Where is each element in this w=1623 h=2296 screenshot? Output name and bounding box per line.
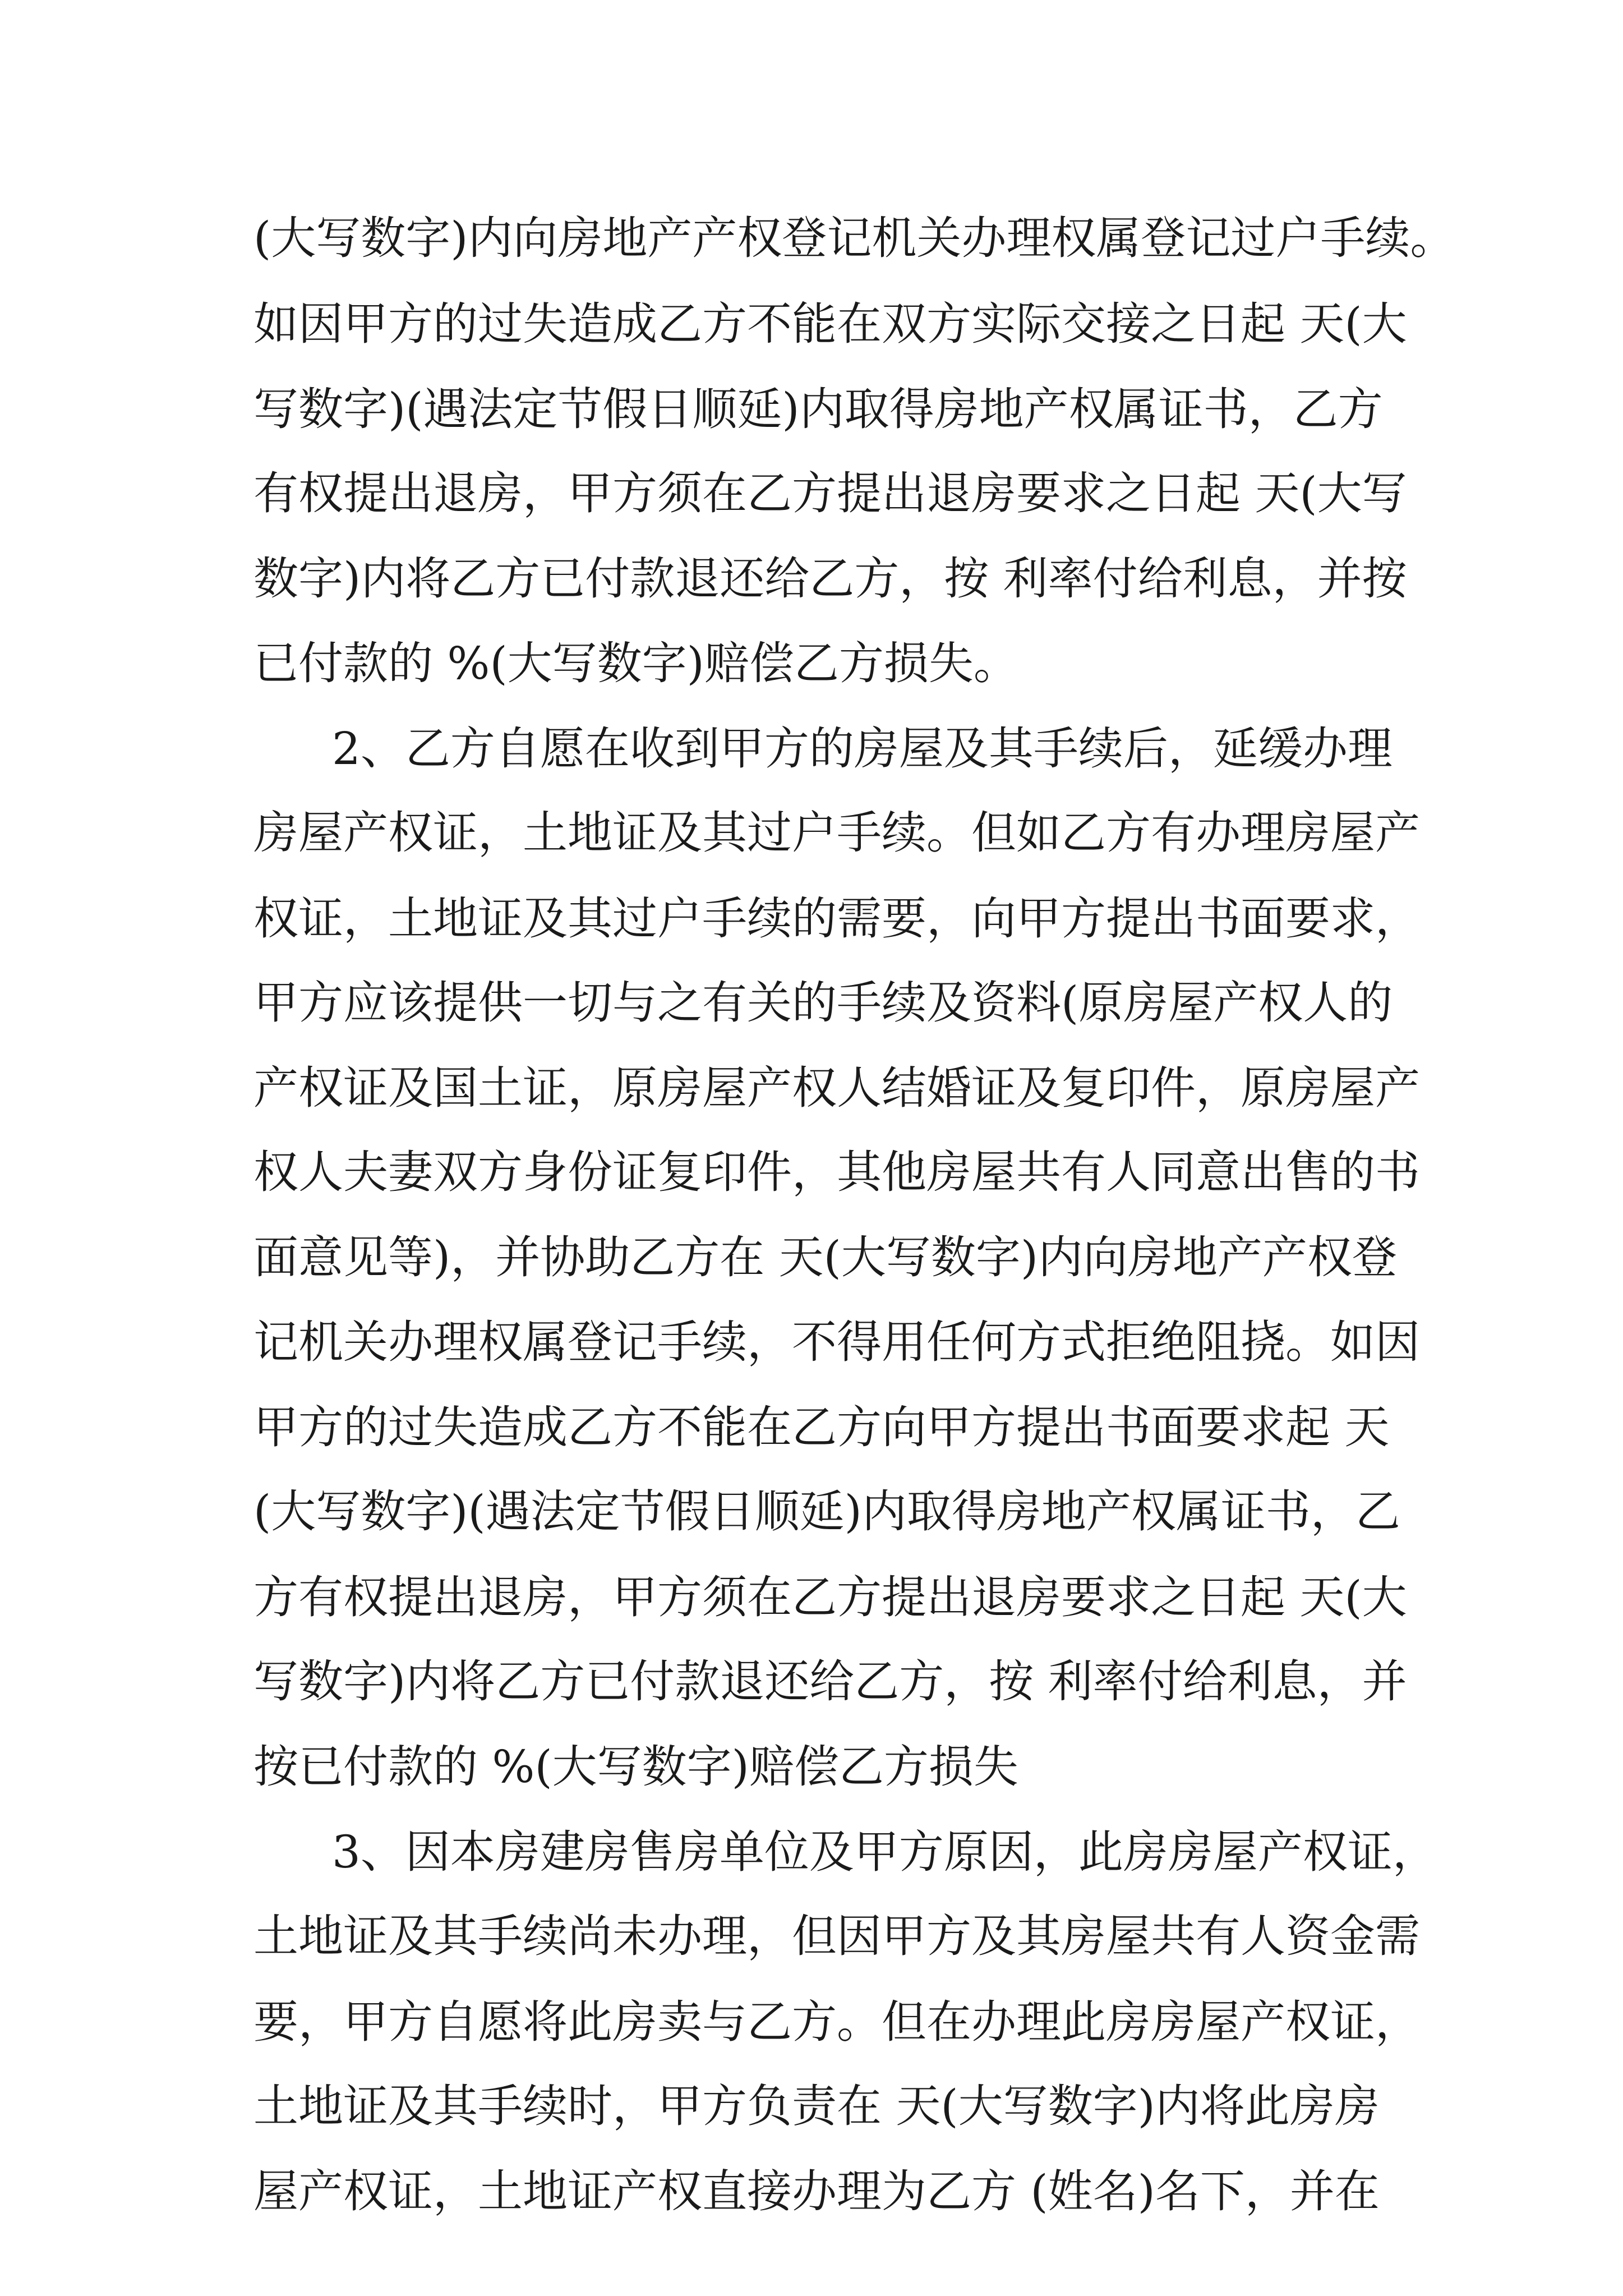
text-line: 要，甲方自愿将此房卖与乙方。但在办理此房房屋产权证， bbox=[253, 1996, 1420, 2048]
text-line: 有权提出退房，甲方须在乙方提出退房要求之日起 天(大写 bbox=[253, 467, 1407, 519]
text-line: 面意见等)，并协助乙方在 天(大写数字)内向房地产产权登 bbox=[253, 1231, 1398, 1283]
text-line: 土地证及其手续时，甲方负责在 天(大写数字)内将此房房 bbox=[253, 2080, 1380, 2132]
text-line: 方有权提出退房，甲方须在乙方提出退房要求之日起 天(大 bbox=[253, 1571, 1407, 1623]
text-line: (大写数字)内向房地产产权登记机关办理权属登记过户手续。 bbox=[253, 212, 1455, 264]
text-line: 写数字)内将乙方已付款退还给乙方，按 利率付给利息，并 bbox=[253, 1655, 1407, 1708]
text-line: 甲方的过失造成乙方不能在乙方向甲方提出书面要求起 天 bbox=[253, 1401, 1390, 1453]
text-line: 记机关办理权属登记手续，不得用任何方式拒绝阻挠。如因 bbox=[253, 1316, 1420, 1368]
text-line: 已付款的 %(大写数字)赔偿乙方损失。 bbox=[253, 637, 1018, 689]
text-line: 权证，土地证及其过户手续的需要，向甲方提出书面要求， bbox=[253, 892, 1420, 945]
text-line: 数字)内将乙方已付款退还给乙方，按 利率付给利息，并按 bbox=[253, 553, 1407, 605]
text-line: (大写数字)(遇法定节假日顺延)内取得房地产权属证书，乙 bbox=[253, 1485, 1400, 1538]
text-line: 2、乙方自愿在收到甲方的房屋及其手续后，延缓办理 bbox=[332, 723, 1393, 775]
text-line: 土地证及其手续尚未办理，但因甲方及其房屋共有人资金需 bbox=[253, 1910, 1420, 1962]
text-line: 屋产权证，土地证产权直接办理为乙方 (姓名)名下，并在 bbox=[253, 2165, 1380, 2217]
text-line: 按已付款的 %(大写数字)赔偿乙方损失 bbox=[253, 1741, 1018, 1793]
text-line: 房屋产权证，土地证及其过户手续。但如乙方有办理房屋产 bbox=[253, 807, 1420, 859]
text-line: 甲方应该提供一切与之有关的手续及资料(原房屋产权人的 bbox=[253, 977, 1393, 1029]
text-line: 3、因本房建房售房单位及甲方原因，此房房屋产权证， bbox=[332, 1826, 1437, 1878]
text-line: 写数字)(遇法定节假日顺延)内取得房地产权属证书，乙方 bbox=[253, 383, 1383, 435]
text-line: 权人夫妻双方身份证复印件，其他房屋共有人同意出售的书 bbox=[253, 1146, 1420, 1198]
text-line: 如因甲方的过失造成乙方不能在双方实际交接之日起 天(大 bbox=[253, 298, 1407, 350]
text-line: 产权证及国土证，原房屋产权人结婚证及复印件，原房屋产 bbox=[253, 1062, 1420, 1114]
